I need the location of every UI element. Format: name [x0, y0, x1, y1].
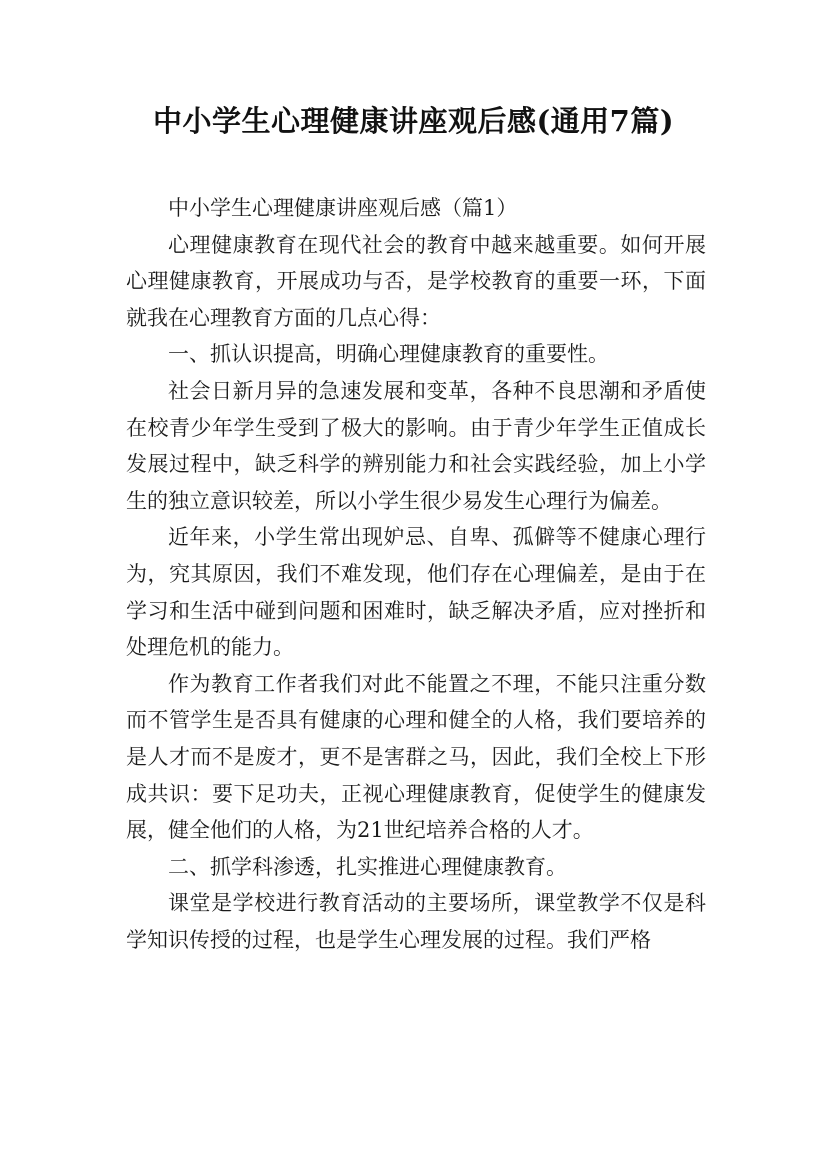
paragraph: 课堂是学校进行教育活动的主要场所，课堂教学不仅是科学知识传授的过程，也是学生心理发展的过程。我们严格 — [126, 891, 706, 952]
paragraph: 作为教育工作者我们对此不能置之不理，不能只注重分数而不管学生是否具有健康的心理和健全的人格，我们要培养的是人才而不是废才，更不是害群之马，因此，我们全校上下形成共识：要下足功夫，正视心理健康教育，促使学生的健康发展，健全他们的人格，为21世纪培养合格的人才。 — [126, 671, 706, 843]
document-title: 中小学生心理健康讲座观后感(通用7篇) — [152, 104, 675, 138]
point-heading: 一、抓认识提高，明确心理健康教育的重要性。 — [168, 342, 609, 367]
point-heading: 二、抓学科渗透，扎实推进心理健康教育。 — [168, 854, 567, 879]
document-body — [126, 190, 706, 958]
section-heading: 中小学生心理健康讲座观后感（篇1） — [168, 196, 518, 220]
paragraph: 心理健康教育在现代社会的教育中越来越重要。如何开展心理健康教育，开展成功与否，是学校教育的重要一环，下面就我在心理教育方面的几点心得： — [126, 232, 706, 330]
paragraph: 近年来，小学生常出现妒忌、自卑、孤僻等不健康心理行为，究其原因，我们不难发现，他们存在心理偏差，是由于在学习和生活中碰到问题和困难时，缺乏解决矛盾，应对挫折和处理危机的能力。 — [126, 525, 706, 660]
paragraph: 社会日新月异的急速发展和变革，各种不良思潮和矛盾使在校青少年学生受到了极大的影响。由于青少年学生正值成长发展过程中，缺乏科学的辨别能力和社会实践经验，加上小学生的独立意识较差，所以小学生很少易发生心理行为偏差。 — [126, 378, 706, 513]
